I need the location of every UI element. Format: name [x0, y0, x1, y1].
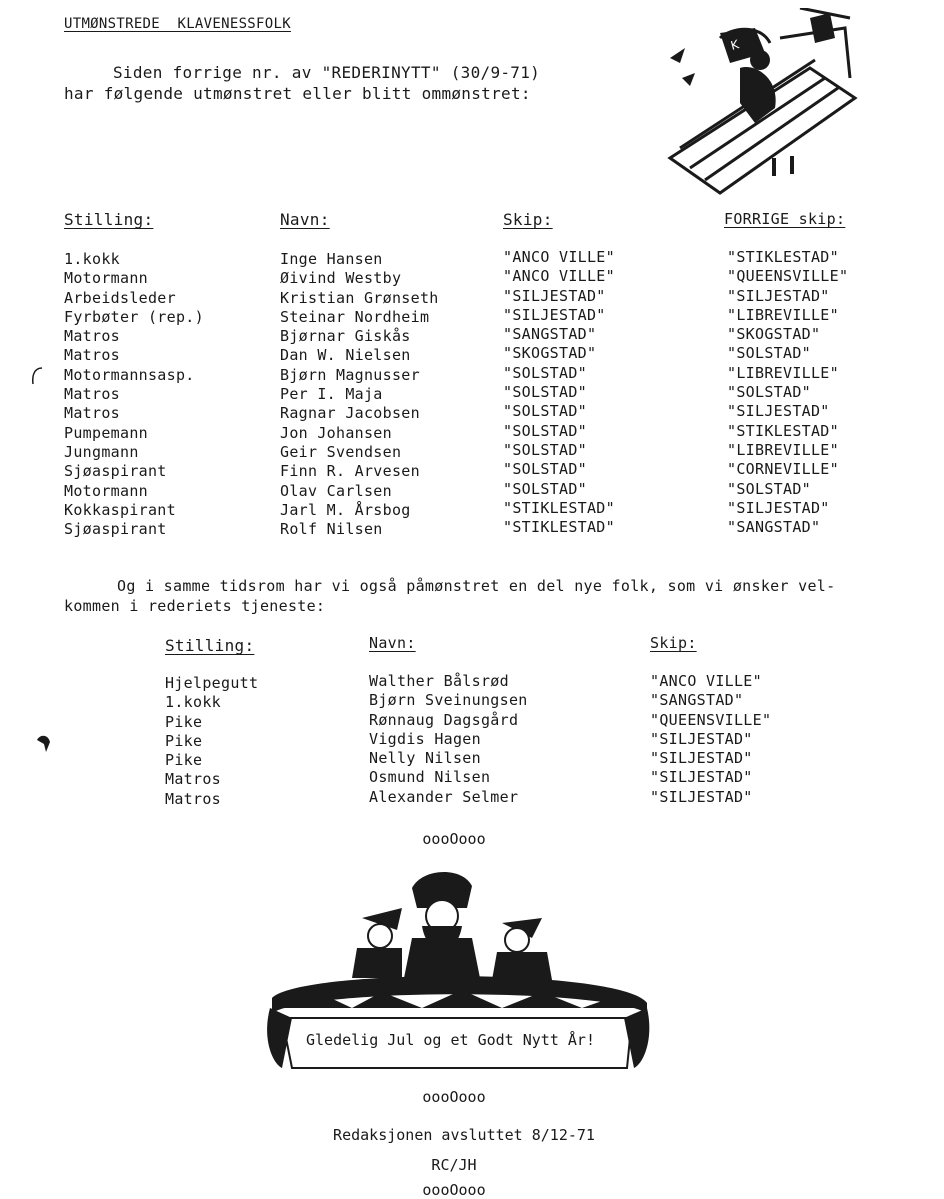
stilling-cell: Pike: [165, 731, 203, 750]
stilling-cell: Hjelpegutt: [165, 674, 259, 692]
navn-cell: Olav Carlsen: [280, 481, 392, 500]
forrige-skip-cell: "SILJESTAD": [727, 498, 830, 517]
navn-cell: Steinar Nordheim: [280, 307, 430, 326]
navn-cell: Nelly Nilsen: [369, 749, 481, 768]
para2-line-1: Og i samme tidsrom har vi også påmønstret en del nye folk, som vi ønsker vel-: [117, 577, 836, 595]
closing-line: Redaksjonen avsluttet 8/12-71: [333, 1126, 595, 1144]
forrige-skip-cell: "LIBREVILLE": [727, 305, 839, 324]
skip-cell: "QUEENSVILLE": [650, 710, 772, 729]
skip-cell: "SILJESTAD": [650, 749, 753, 768]
column2-navn: [369, 672, 528, 807]
skip-cell: "ANCO VILLE": [650, 672, 762, 690]
column-skip: [503, 248, 615, 537]
header-navn: Navn:: [280, 210, 330, 229]
navn-cell: Alexander Selmer: [369, 787, 519, 806]
skip-cell: "SOLSTAD": [503, 460, 587, 479]
skip-cell: "SILJESTAD": [650, 787, 753, 806]
navn-cell: Bjørn Magnusser: [280, 365, 420, 384]
navn-cell: Rolf Nilsen: [280, 520, 383, 539]
skip-cell: "SOLSTAD": [503, 479, 587, 498]
skip-cell: "SILJESTAD": [503, 305, 606, 324]
column-stilling: [64, 250, 204, 539]
navn-cell: Finn R. Arvesen: [280, 462, 420, 481]
forrige-skip-cell: "LIBREVILLE": [727, 363, 839, 382]
intro-line-2: har følgende utmønstret eller blitt ommønstret:: [64, 84, 531, 103]
skip-cell: "SOLSTAD": [503, 363, 587, 382]
header2-stilling: Stilling:: [165, 636, 255, 655]
navn-cell: Osmund Nilsen: [369, 768, 491, 787]
skip-cell: "SOLSTAD": [503, 421, 587, 440]
forrige-skip-cell: "SOLSTAD": [727, 344, 811, 363]
column-navn: [280, 250, 439, 539]
forrige-skip-cell: "SKOGSTAD": [727, 325, 821, 344]
skip-cell: "SOLSTAD": [503, 440, 587, 459]
skip-cell: "ANCO VILLE": [503, 248, 615, 266]
svg-text:K: K: [729, 37, 741, 53]
navn-cell: Kristian Grønseth: [280, 288, 439, 307]
forrige-skip-cell: "CORNEVILLE": [727, 460, 839, 479]
navn-cell: Jon Johansen: [280, 423, 392, 442]
navn-cell: Per I. Maja: [280, 385, 383, 404]
forrige-skip-cell: "SOLSTAD": [727, 383, 811, 402]
skip-cell: "SILJESTAD": [650, 768, 753, 787]
intro-line-1: Siden forrige nr. av "REDERINYTT" (30/9-71): [113, 63, 541, 82]
document-heading: UTMØNSTREDE KLAVENESSFOLK: [64, 16, 291, 32]
header-skip: Skip:: [503, 210, 553, 229]
column-forrige-skip: [727, 248, 848, 537]
stilling-cell: Pumpemann: [64, 423, 148, 442]
header-stilling: Stilling:: [64, 210, 154, 229]
navn-cell: Øivind Westby: [280, 269, 402, 288]
initials: RC/JH: [431, 1156, 477, 1174]
forrige-skip-cell: "SOLSTAD": [727, 479, 811, 498]
stilling-cell: Pike: [165, 751, 203, 770]
header-forrige-skip: FORRIGE skip:: [724, 210, 846, 228]
skip-cell: "SANGSTAD": [503, 325, 597, 344]
stilling-cell: Matros: [64, 327, 120, 346]
forrige-skip-cell: "STIKLESTAD": [727, 248, 839, 266]
stilling-cell: 1.kokk: [64, 250, 120, 268]
navn-cell: Inge Hansen: [280, 250, 383, 268]
forrige-skip-cell: "SILJESTAD": [727, 402, 830, 421]
stilling-cell: Matros: [64, 346, 120, 365]
stilling-cell: Matros: [165, 770, 221, 789]
stilling-cell: Matros: [64, 385, 120, 404]
skip-cell: "SANGSTAD": [650, 691, 744, 710]
stilling-cell: Sjøaspirant: [64, 520, 167, 539]
stilling-cell: 1.kokk: [165, 693, 221, 712]
separator-2: oooOooo: [422, 1088, 486, 1106]
stilling-cell: Motormann: [64, 269, 148, 288]
navn-cell: Walther Bålsrød: [369, 672, 509, 690]
margin-mark-2: [34, 732, 54, 754]
forrige-skip-cell: "SILJESTAD": [727, 286, 830, 305]
header2-skip: Skip:: [650, 634, 697, 652]
santa-christmas-illustration: [262, 868, 652, 1078]
forrige-skip-cell: "STIKLESTAD": [727, 421, 839, 440]
skip-cell: "STIKLESTAD": [503, 498, 615, 517]
sailor-ship-illustration: [660, 8, 860, 196]
navn-cell: Ragnar Jacobsen: [280, 404, 420, 423]
skip-cell: "ANCO VILLE": [503, 267, 615, 286]
column2-skip: [650, 672, 771, 807]
forrige-skip-cell: "SANGSTAD": [727, 518, 821, 537]
navn-cell: Geir Svendsen: [280, 442, 402, 461]
column2-stilling: [165, 674, 258, 809]
forrige-skip-cell: "QUEENSVILLE": [727, 267, 849, 286]
navn-cell: Vigdis Hagen: [369, 729, 481, 748]
stilling-cell: Arbeidsleder: [64, 288, 176, 307]
navn-cell: Rønnaug Dagsgård: [369, 710, 519, 729]
stilling-cell: Matros: [165, 789, 221, 808]
navn-cell: Bjørnar Giskås: [280, 327, 411, 346]
navn-cell: Dan W. Nielsen: [280, 346, 411, 365]
skip-cell: "SOLSTAD": [503, 402, 587, 421]
stilling-cell: Sjøaspirant: [64, 462, 167, 481]
greeting-text: Gledelig Jul og et Godt Nytt År!: [306, 1031, 595, 1049]
skip-cell: "STIKLESTAD": [503, 518, 615, 537]
stilling-cell: Matros: [64, 404, 120, 423]
stilling-cell: Pike: [165, 712, 203, 731]
skip-cell: "SOLSTAD": [503, 383, 587, 402]
para2-line-2: kommen i rederiets tjeneste:: [64, 597, 326, 615]
separator-1: oooOooo: [422, 830, 486, 848]
stilling-cell: Kokkaspirant: [64, 500, 176, 519]
stilling-cell: Motormann: [64, 481, 148, 500]
forrige-skip-cell: "LIBREVILLE": [727, 440, 839, 459]
separator-3: oooOooo: [422, 1181, 486, 1199]
skip-cell: "SILJESTAD": [650, 729, 753, 748]
skip-cell: "SKOGSTAD": [503, 344, 597, 363]
navn-cell: Jarl M. Årsbog: [280, 500, 411, 519]
stilling-cell: Jungmann: [64, 442, 139, 461]
navn-cell: Bjørn Sveinungsen: [369, 691, 528, 710]
header2-navn: Navn:: [369, 634, 416, 652]
stilling-cell: Motormannsasp.: [64, 365, 195, 384]
stilling-cell: Fyrbøter (rep.): [64, 307, 204, 326]
skip-cell: "SILJESTAD": [503, 286, 606, 305]
margin-mark-1: [30, 366, 44, 386]
